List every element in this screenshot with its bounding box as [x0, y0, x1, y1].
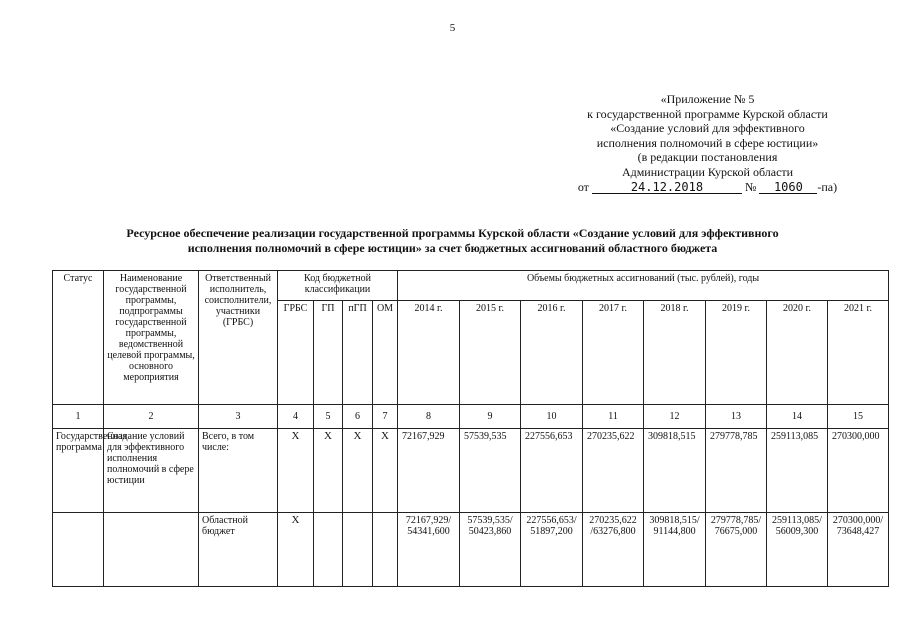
value-part: 54341,600 — [407, 526, 450, 537]
appendix-line: к государственной программе Курской области — [587, 106, 828, 121]
appendix-line: «Создание условий для эффективного — [610, 121, 805, 135]
value-total: 309818,515/ — [649, 515, 700, 526]
title-line-1: Ресурсное обеспечение реализации государственной программы Курской области «Создание условий для эффективного — [126, 226, 779, 240]
title-line-2: исполнения полномочий в сфере юстиции» за счет бюджетных ассигнований областного бюджета — [187, 241, 718, 255]
column-index: 13 — [706, 405, 767, 429]
row-code — [343, 513, 373, 587]
table-row — [53, 513, 889, 587]
header-responsible: Ответственный исполнитель, соисполнители, участники (ГРБС) — [199, 271, 278, 405]
row-responsible: Всего, в том числе: — [199, 429, 278, 513]
header-year: 2015 г. — [460, 301, 521, 405]
header-code-gp: ГП — [314, 301, 343, 405]
page-number: 5 — [449, 22, 456, 34]
value-total: 259113,085/ — [772, 515, 822, 526]
row-code — [373, 513, 398, 587]
row-responsible: Областной бюджет — [199, 513, 278, 587]
row-value — [767, 513, 828, 587]
from-label: от — [577, 180, 589, 194]
table-row — [53, 429, 889, 513]
value-part: 73648,427 — [836, 526, 880, 537]
row-value — [460, 513, 521, 587]
row-value: 270300,000 — [828, 429, 889, 513]
value-total: 227556,653/ — [526, 515, 577, 526]
header-year: 2021 г. — [828, 301, 889, 405]
header-year: 2016 г. — [521, 301, 583, 405]
row-value — [521, 513, 583, 587]
row-value: 57539,535 — [460, 429, 521, 513]
column-index: 4 — [278, 405, 314, 429]
value-part: 76675,000 — [714, 526, 758, 537]
header-year: 2018 г. — [644, 301, 706, 405]
row-code: X — [343, 429, 373, 513]
row-name: Создание условий для эффективного исполнения полномочий в сфере юстиции — [104, 429, 199, 513]
column-index: 9 — [460, 405, 521, 429]
row-value: 72167,929 — [398, 429, 460, 513]
budget-table — [52, 270, 889, 587]
number-suffix: -па) — [817, 180, 838, 194]
appendix-header — [540, 92, 875, 195]
header-year: 2014 г. — [398, 301, 460, 405]
column-index: 7 — [373, 405, 398, 429]
appendix-line: «Приложение № 5 — [660, 92, 755, 106]
header-code-om: ОМ — [373, 301, 398, 405]
value-part: 91144,800 — [653, 526, 696, 537]
row-value: 259113,085 — [767, 429, 828, 513]
value-total: 57539,535/ — [467, 515, 513, 526]
value-part: 50423,860 — [468, 526, 512, 537]
header-year: 2017 г. — [583, 301, 644, 405]
row-value — [583, 513, 644, 587]
header-code-grbs: ГРБС — [278, 301, 314, 405]
value-total: 270300,000/ — [832, 515, 884, 526]
resolution-date: 24.12.2018 — [592, 181, 742, 194]
row-value — [828, 513, 889, 587]
appendix-line: (в редакции постановления — [637, 150, 778, 164]
row-value: 309818,515 — [644, 429, 706, 513]
value-part: 51897,200 — [530, 526, 573, 537]
column-index: 6 — [343, 405, 373, 429]
value-total: 72167,929/ — [405, 515, 452, 526]
row-code: X — [373, 429, 398, 513]
row-value: 227556,653 — [521, 429, 583, 513]
column-index: 11 — [583, 405, 644, 429]
header-row-1 — [53, 271, 889, 301]
row-code — [314, 513, 343, 587]
header-name: Наименование государственной программы, подпрограммы государственной программы, ведомственной целевой программы, основного мероприятия — [104, 271, 199, 405]
row-value — [706, 513, 767, 587]
row-value — [644, 513, 706, 587]
resolution-date-number — [540, 180, 875, 195]
value-total: 279778,785/ — [710, 515, 762, 526]
column-index: 3 — [199, 405, 278, 429]
appendix-line: Администрации Курской области — [621, 164, 794, 179]
column-index: 15 — [828, 405, 889, 429]
row-value — [398, 513, 460, 587]
appendix-line: исполнения полномочий в сфере юстиции» — [596, 135, 819, 150]
header-volumes-group: Объемы бюджетных ассигнований (тыс. рублей), годы — [398, 271, 889, 301]
column-index: 2 — [104, 405, 199, 429]
column-index: 5 — [314, 405, 343, 429]
row-name — [104, 513, 199, 587]
row-value: 279778,785 — [706, 429, 767, 513]
column-index: 8 — [398, 405, 460, 429]
header-year: 2020 г. — [767, 301, 828, 405]
header-year: 2019 г. — [706, 301, 767, 405]
value-part: 56009,300 — [775, 526, 819, 537]
column-index: 1 — [53, 405, 104, 429]
row-code: X — [278, 513, 314, 587]
header-code-pgp: пГП — [343, 301, 373, 405]
row-status: Государственная программа — [53, 429, 104, 513]
row-code: X — [278, 429, 314, 513]
column-index: 10 — [521, 405, 583, 429]
header-code-group: Код бюджетной классификации — [278, 271, 398, 301]
value-part: /63276,800 — [590, 526, 636, 537]
row-value: 270235,622 — [583, 429, 644, 513]
number-label: № — [744, 180, 757, 194]
column-index: 12 — [644, 405, 706, 429]
row-code: X — [314, 429, 343, 513]
column-index: 14 — [767, 405, 828, 429]
resolution-number: 1060 — [759, 181, 817, 194]
column-index-row — [53, 405, 889, 429]
document-title — [80, 226, 825, 256]
value-total: 270235,622 — [589, 515, 637, 526]
row-status — [53, 513, 104, 587]
header-status: Статус — [53, 271, 104, 405]
